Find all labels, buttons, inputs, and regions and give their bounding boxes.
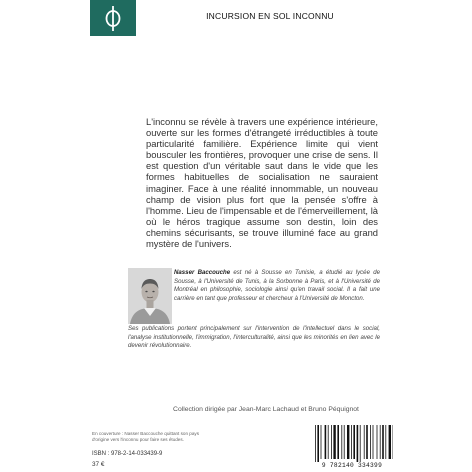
barcode-bar — [344, 425, 345, 459]
book-title: INCURSION EN SOL INCONNU — [206, 11, 334, 21]
barcode-bar — [380, 425, 381, 459]
barcode-bar — [337, 425, 339, 459]
publisher-logo — [90, 0, 136, 36]
barcode-bar — [315, 425, 316, 462]
barcode-bar — [333, 425, 335, 459]
barcode-bar — [317, 425, 319, 462]
barcode-bar — [366, 425, 368, 459]
barcode-bar — [364, 425, 365, 459]
barcode-bar — [331, 425, 332, 459]
barcode-bar — [377, 425, 378, 459]
barcode-bar — [373, 425, 374, 459]
book-summary: L'inconnu se révèle à travers une expérience intérieure, ouverte sur les formes d'étrangeté irréductibles à toute particularité familière. Expérience limite qui vient bousculer les frontières, provoquer une crise de sens. Il est question d'un véritable saut dans le vide que les formes habituelles de socialisation ne sauraient imaginer. Face à une réalité innommable, un nouveau champ de vision plus fort que la pensée s'offre à l'homme. Lieu de l'impensable et de l'émerveillement, là où le héros tragique assume son destin, loin des chemins sécurisants, se trouve illuminé face au grand mystère de l'univers. — [146, 116, 378, 250]
barcode-bar — [385, 425, 386, 459]
collection-credit: Collection dirigée par Jean-Marc Lachaud et Bruno Péquignot — [173, 406, 359, 413]
author-photo — [128, 268, 172, 324]
author-portrait-image — [128, 268, 172, 324]
price: 37 € — [92, 461, 105, 468]
barcode-bar — [382, 425, 384, 459]
barcode-bar — [353, 425, 355, 459]
barcode-bar — [341, 425, 342, 459]
cover-credit-note: En couverture : Nasser Baccouche quittant son pays d'origine vers l'inconnu pour faire ses études. — [92, 431, 199, 443]
author-bio-text: est né à Sousse en Tunisie, a étudié au lycée de Sousse, à l'Université de Tunis, à la Sorbonne à Paris, et à l'Université de Montréal en philosophie, sociologie ainsi qu'en travail social. Il a fait une carrière en tant que professeur et chercheur à l'Université de Moncton. — [174, 269, 380, 303]
isbn: ISBN : 978-2-14-033439-9 — [92, 451, 163, 457]
barcode-bar — [351, 425, 352, 459]
barcode-bar — [360, 425, 361, 462]
barcode-bar — [325, 425, 327, 459]
barcode-digits: 9 782140 334399 — [321, 462, 383, 469]
barcode-icon — [311, 424, 393, 462]
phi-logo-icon — [90, 0, 136, 36]
barcode-bar — [370, 425, 371, 459]
author-publications: Ses publications portent principalement sur l'intervention de l'intellectuel dans le social, l'analyse institutionnelle, l'immigration, l'interculturalité, ainsi que les minorités en lien avec le devenir révolutionnaire. — [128, 325, 380, 350]
barcode-bar — [321, 425, 322, 459]
author-name: Nasser Baccouche — [174, 269, 231, 276]
barcode-bar — [347, 425, 349, 459]
author-bio — [174, 269, 380, 304]
barcode-bar — [328, 425, 329, 459]
barcode-bar — [357, 425, 359, 462]
barcode-bar — [389, 425, 391, 459]
